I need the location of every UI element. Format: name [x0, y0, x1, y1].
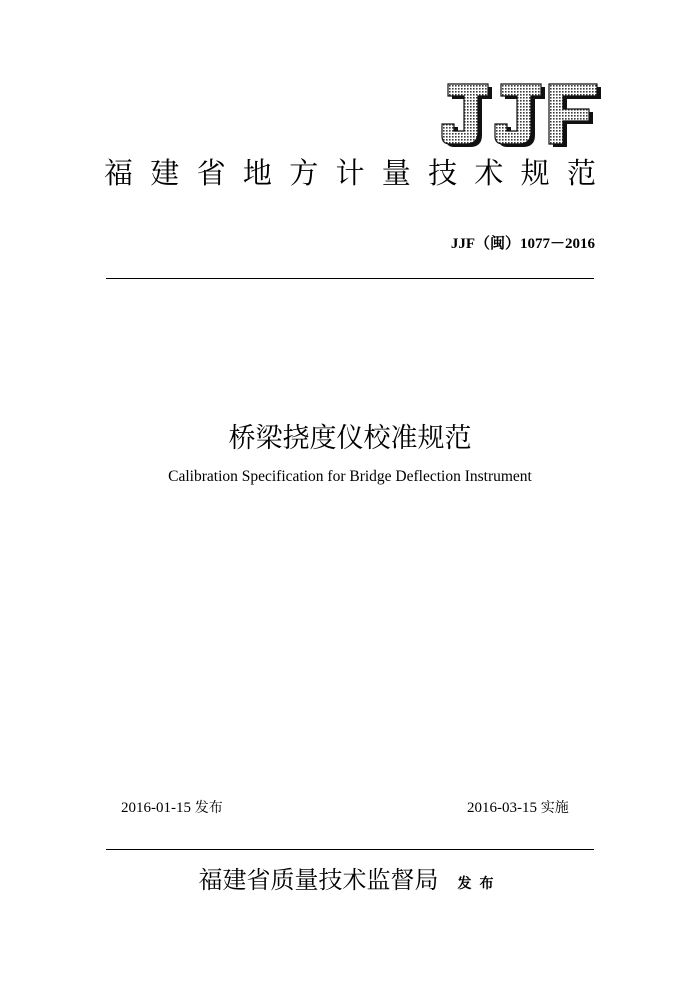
category-char: 范	[566, 156, 596, 190]
category-char: 规	[520, 156, 550, 190]
publisher-verb: 发布	[457, 876, 502, 892]
category-char: 福	[104, 156, 134, 190]
category-char: 术	[474, 156, 504, 190]
category-char: 建	[150, 156, 180, 190]
issue-date-value: 2016-01-15	[121, 800, 191, 816]
publisher-org: 福建省质量技术监督局	[198, 866, 439, 894]
category-char: 方	[289, 156, 319, 190]
issue-date-label: 发布	[194, 800, 223, 816]
category-title	[104, 153, 596, 193]
document-title-en: Calibration Specification for Bridge Deflection Instrument	[168, 468, 532, 485]
category-char: 技	[428, 156, 458, 190]
effective-date-value: 2016-03-15	[467, 800, 537, 816]
jjf-logo-icon	[440, 82, 604, 148]
category-char: 计	[335, 156, 365, 190]
category-char: 省	[196, 156, 226, 190]
publisher	[0, 862, 700, 898]
category-char: 量	[381, 156, 411, 190]
effective-date-label: 实施	[540, 800, 569, 816]
standard-number: JJF（闽）1077－2016	[450, 236, 595, 252]
document-title-zh: 桥梁挠度仪校准规范	[228, 423, 472, 454]
top-divider	[106, 278, 594, 279]
category-char: 地	[242, 156, 272, 190]
effective-date	[467, 797, 569, 819]
bottom-divider	[106, 849, 594, 850]
issue-date	[121, 797, 223, 819]
